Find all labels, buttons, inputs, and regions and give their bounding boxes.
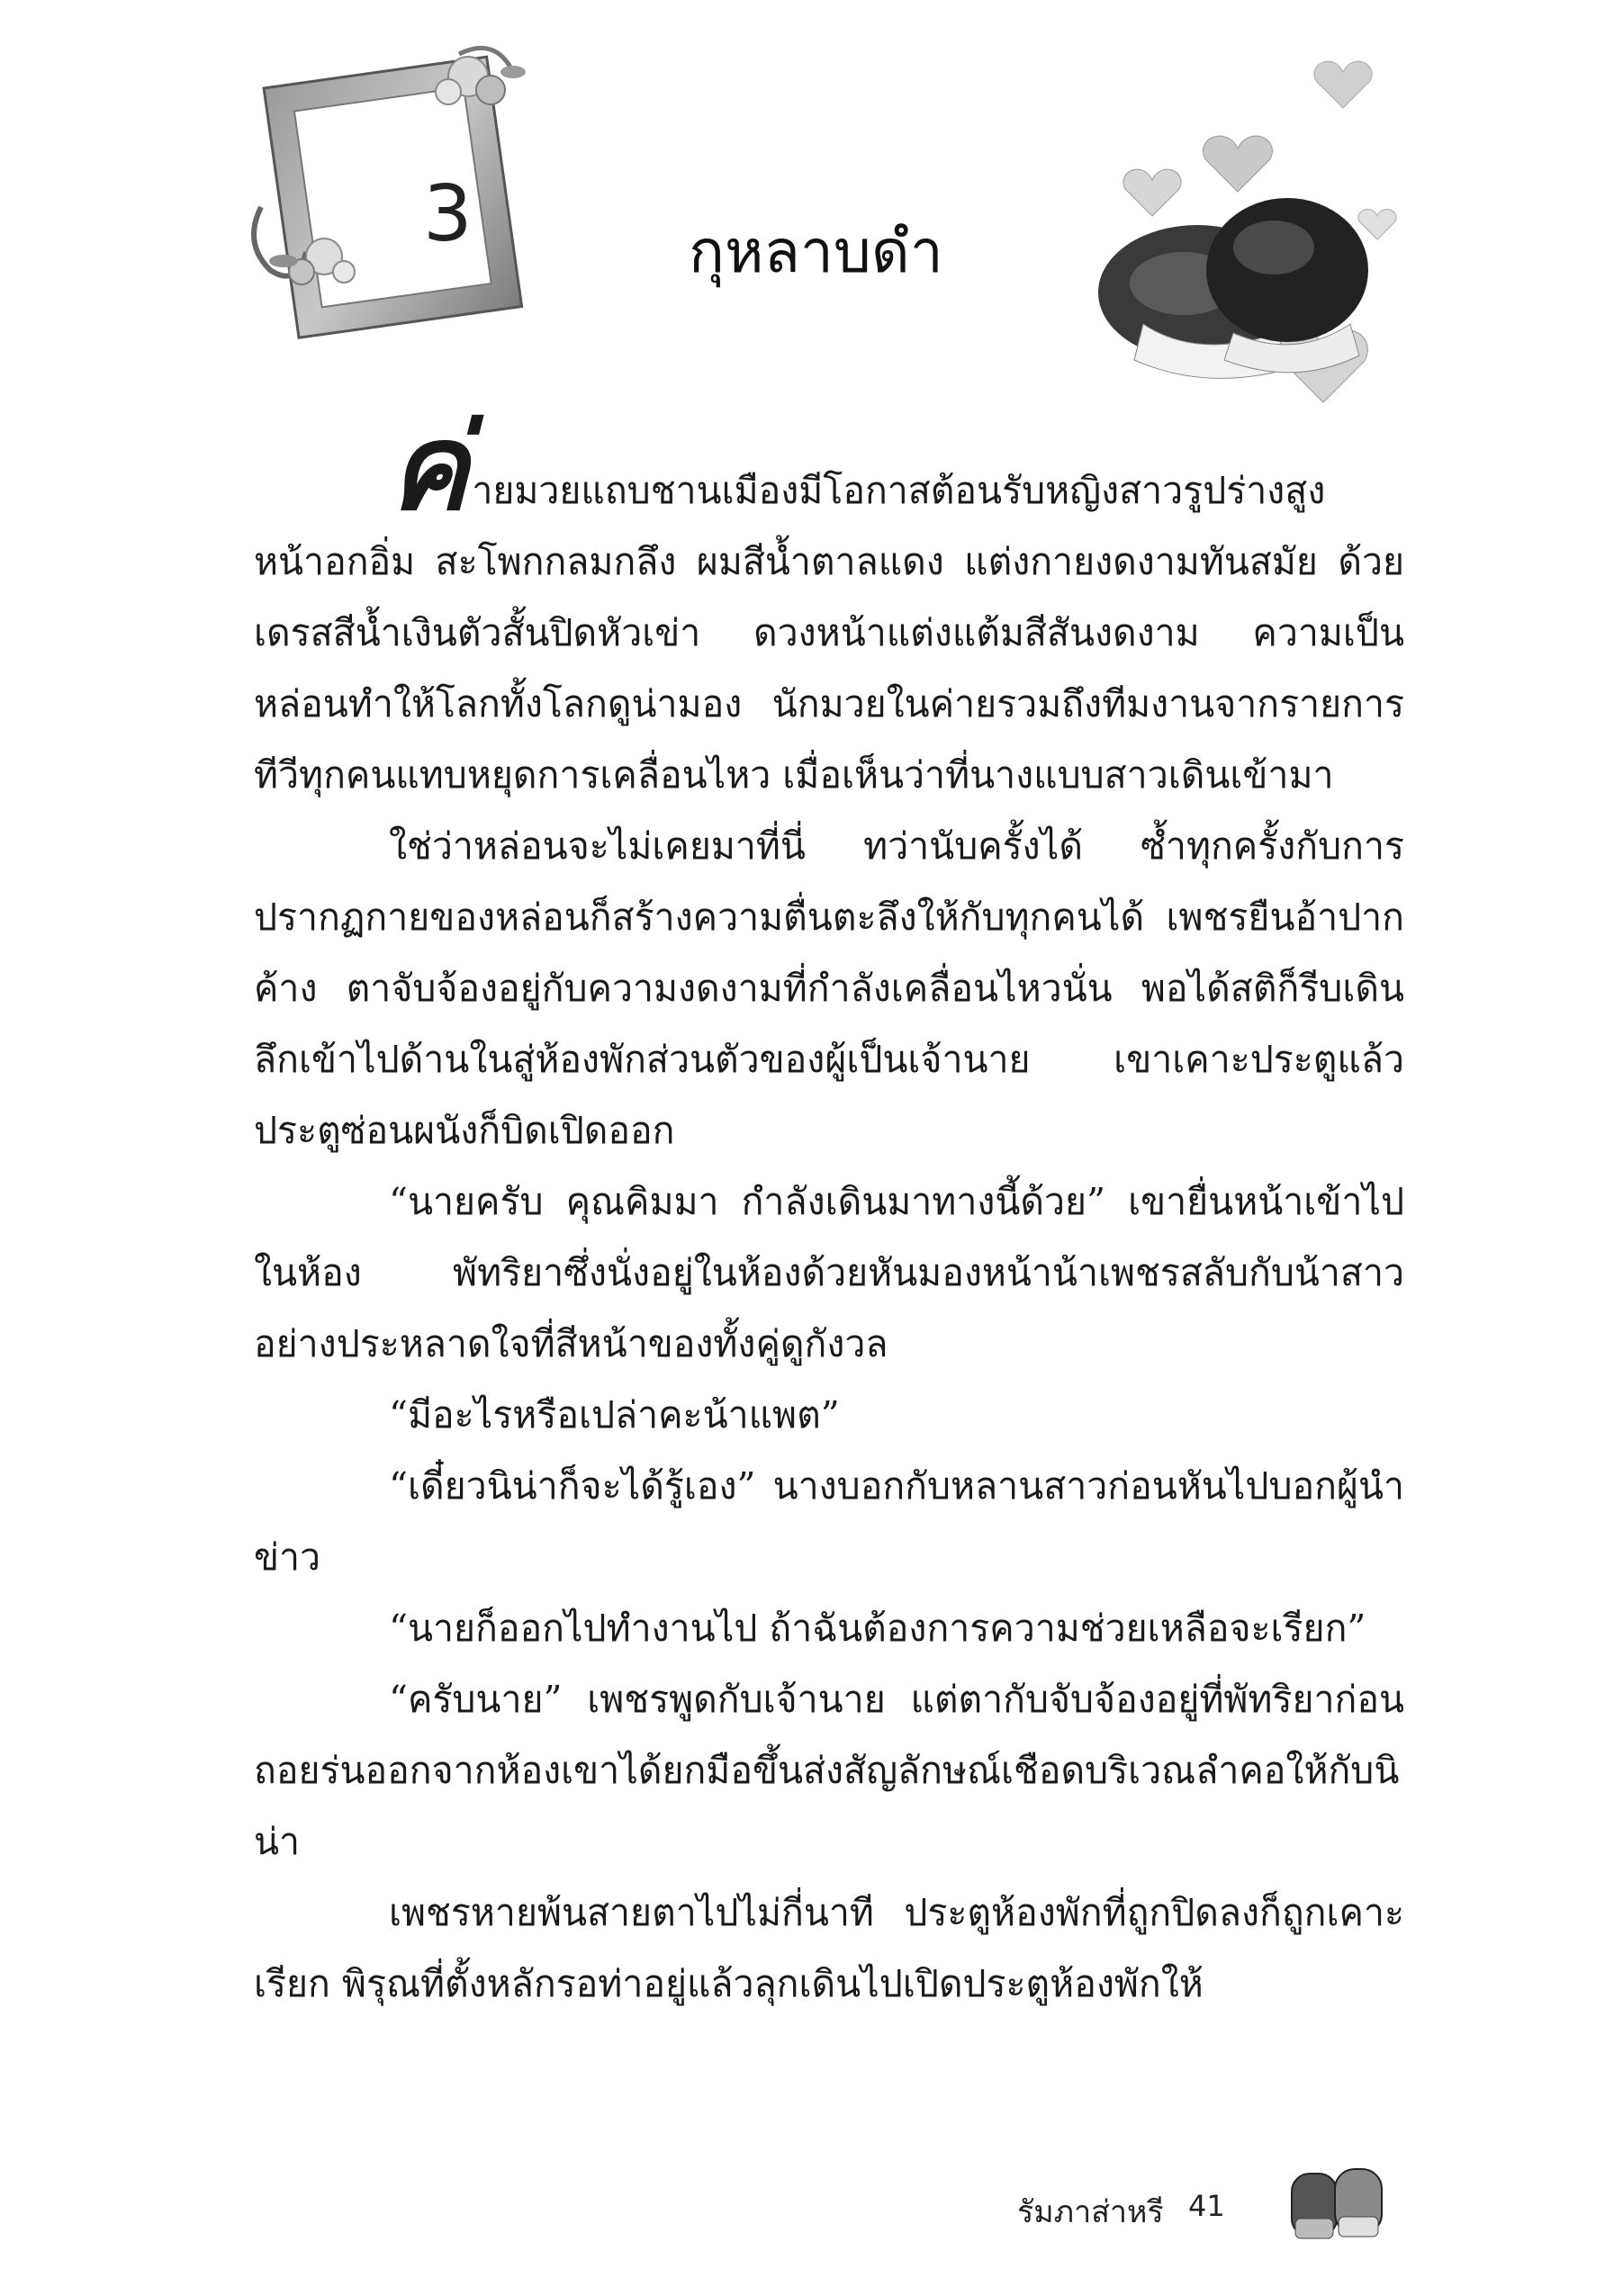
drop-cap: ค่ [389,399,469,537]
paragraph-8: เพชรหายพ้นสายตาไปไม่กี่นาที ประตูห้องพักที่ถูกปิดลงก็ถูกเคาะเรียก พิรุณที่ตั้งหลักรอท่าอยู่แล้วลุกเดินไปเปิดประตูห้องพักให้ [254,1891,1404,2005]
chapter-number: 3 [423,169,473,259]
chapter-header [0,0,1605,423]
paragraph-3: “นายครับ คุณคิมมา กำลังเดินมาทางนี้ด้วย” เขายื่นหน้าเข้าไปในห้อง พัทริยาซึ่งนั่งอยู่ในห้องด้วยหันมองหน้าน้าเพชรสลับกับน้าสาวอย่างประหลาดใจที่สีหน้าของทั้งคู่ดูกังวล [254,1180,1404,1365]
chapter-title: กุหลาบดำ [689,217,943,286]
paragraph-5: “เดี๋ยวนิน่าก็จะได้รู้เอง” นางบอกกับหลานสาวก่อนหันไปบอกผู้นำข่าว [254,1464,1404,1579]
paragraph-4: “มีอะไรหรือเปล่าคะน้าแพต” [389,1393,840,1436]
page-number: 41 [1188,2189,1225,2223]
paragraph-1-text: ายมวยแถบชานเมืองมีโอกาสต้อนรับหญิงสาวรูปร่างสูง หน้าอกอิ่ม สะโพกกลมกลึง ผมสีน้ำตาลแดง แต่งกายงดงามทันสมัย ด้วยเดรสสีน้ำเงินตัวสั้นปิดหัวเข่า ดวงหน้าแต่งแต้มสีสันงดงาม ความเป็นหล่อนทำให้โลกทั้งโลกดูน่ามอง นักมวยในค่ายรวมถึงทีมงานจากรายการทีวีทุกคนแทบหยุดการเคลื่อนไหว เมื่อเห็นว่าที่นางแบบสาวเดินเข้ามา [254,469,1404,797]
page-footer [0,2151,1605,2277]
boxing-gloves-with-hearts-icon [990,54,1404,414]
body-text [254,399,1404,2020]
paragraph-7: “ครับนาย” เพชรพูดกับเจ้านาย แต่ตากับจับจ้องอยู่ที่พัทริยาก่อนถอยร่นออกจากห้องเขาได้ยกมือขึ้นส่งสัญลักษณ์เชือดบริเวณลำคอให้กับนิน่า [254,1678,1404,1863]
photo-frame-with-roses-icon [243,36,531,342]
paragraph-6: “นายก็ออกไปทำงานไป ถ้าฉันต้องการความช่วยเหลือจะเรียก” [389,1607,1366,1650]
paragraph-2: ใช่ว่าหล่อนจะไม่เคยมาที่นี่ ทว่านับครั้งได้ ซ้ำทุกครั้งกับการปรากฏกายของหล่อนก็สร้างความตื่นตะลึงให้กับทุกคนได้ เพชรยืนอ้าปากค้าง ตาจับจ้องอยู่กับความงดงามที่กำลังเคลื่อนไหวนั่น พอได้สติก็รีบเดินลึกเข้าไปด้านในสู่ห้องพักส่วนตัวของผู้เป็นเจ้านาย เขาเคาะประตูแล้วประตูซ่อนผนังก็บิดเปิดออก [254,824,1404,1152]
running-title: รัมภาส่าหรี [1017,2194,1164,2230]
paragraph-1 [254,399,1404,811]
boxing-gloves-icon [1283,2156,1391,2255]
